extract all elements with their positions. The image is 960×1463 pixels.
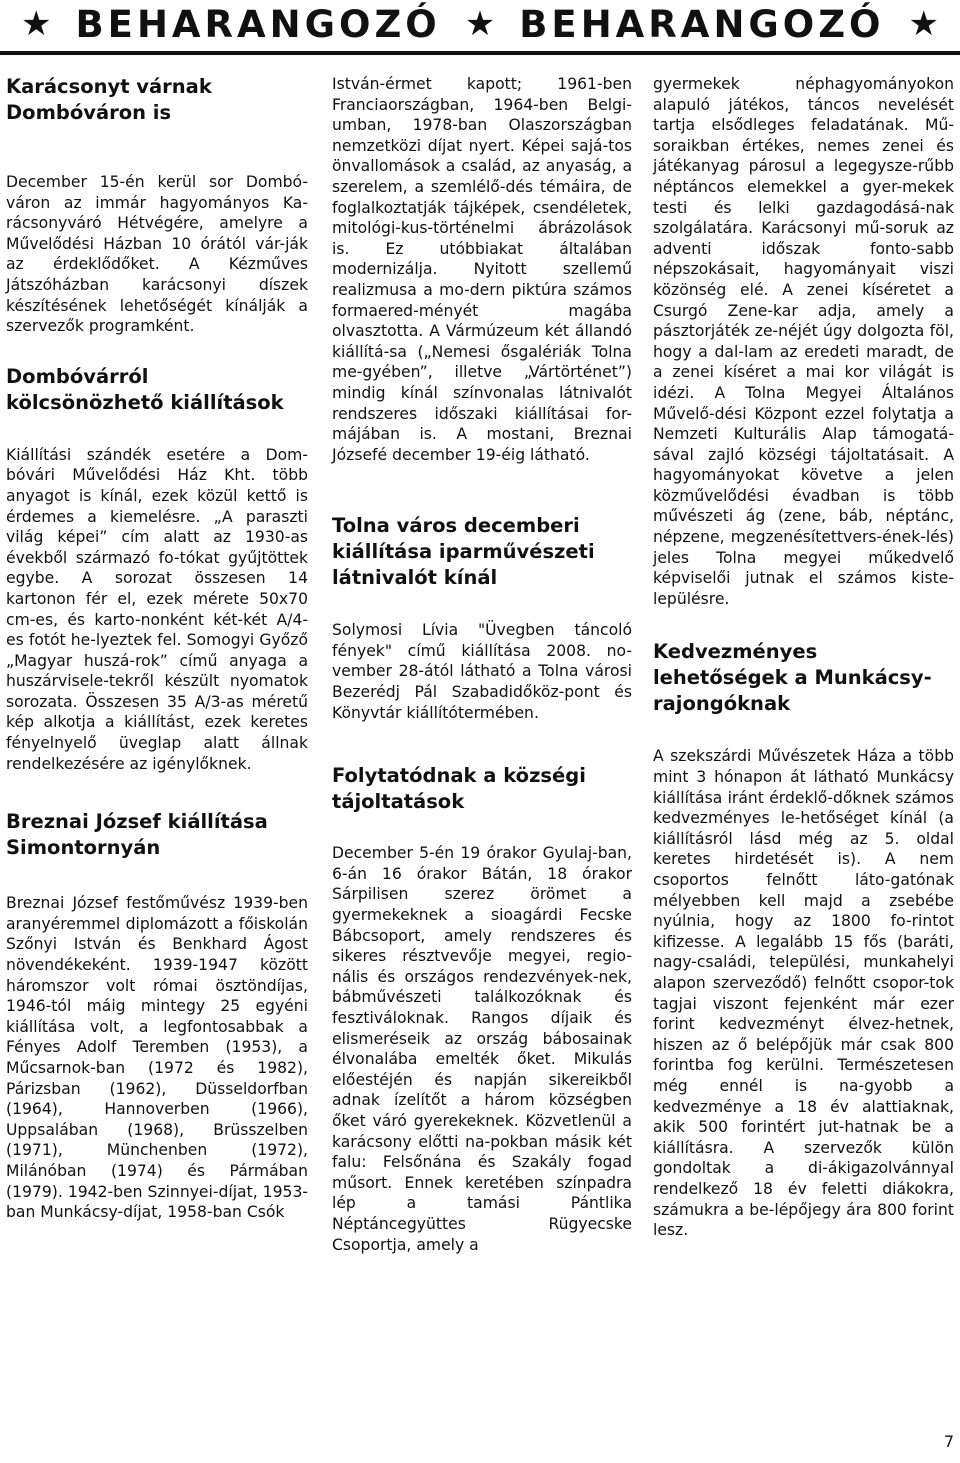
star-icon: ★ [908, 4, 939, 44]
article-title-karacsony: Karácsonyt várnak Dombóváron is [6, 75, 212, 124]
masthead [0, 0, 960, 48]
article-body-kiallitasok: Kiállítási szándék esetére a Dom-bóvári Művelődési Ház Kht. több anyagot is kínál, ezek közül kettő is érdemes a kiemelésre. „A paraszti világ képei” cím alatt az 1930-as évekből származó fo-tókat gyűjtöttek egybe. A sorozat összesen 14 kartonon fér el, ezek mérete 50x70 cm-es, és karto-nonként két-két A/4-es fotót he-lyeztek fel. Somogyi Győző „Magyar huszá-rok” című anyaga a huszárvisele-tekről készült nyomatok sorozata. Összesen 35 A/3-as méretű kép alkotja a kiállítást, ezek keretes fényelnyelő üveglap alatt állnak rendelkezésére az igénylőknek. [6, 445, 308, 773]
page-number: 7 [943, 1432, 954, 1451]
masthead-title-right: BEHARANGOZÓ [519, 2, 885, 46]
article-body-karacsony: December 15-én kerül sor Dombó-váron az immár hagyományos Ka-rácsonyváró Hétvégére, amelyre a Művelődési Házban 10 órától vár-ják az érdeklődőket. A Kézműves Játszóházban karácsonyi díszek készítésének lehetőségét kínálják a szervezők programként. [6, 173, 308, 336]
article-body-breznai-continued: István-érmet kapott; 1961-ben Franciaországban, 1964-ben Belgi-umban, 1978-ban Olaszországban nemzetközi díjat nyert. Képei sajá-tos önvallomások a család, az anyaság, a szerelem, a szemlélő-dés témáira, de foglalkoztatják tájképek, csendéletek, mitológi-kus-történelmi ábrázolások is. Ez utóbbiakat általában modernizálja. Nyitott szellemű realizmusa a mo-dern piktúra számos formaered-ményét magába olvasztotta. A Vármúzeum két állandó kiállítá-sa („Nemesi ősgalériák Tolna me-gyében”, illetve „Vártörténet”) mindig kínál színvonalas látnivalót rendszeres időszaki kiállításai for-májában is. A mostani, Breznai Józsefé december 19-éig látható. [332, 75, 632, 464]
article-title-breznai: Breznai József kiállítása Simontornyán [6, 810, 268, 860]
column-2 [332, 74, 632, 1255]
article-title-kiallitasok: Dombóvárról kölcsönözhető kiállítások [6, 364, 284, 414]
column-1 [6, 74, 308, 1223]
article-title-tajoltatasok: Folytatódnak a községi tájoltatások [332, 764, 586, 814]
article-body-munkacsy: A szekszárdi Művészetek Háza a több mint 3 hónapon át látható Munkácsy kiállítása iránt érdeklő-dőknek számos kedvezményes le-hetőséget kínál (a kiállításról lásd még az 5. oldal keretes hirdetését is). A nem csoportos felnőtt láto-gatónak mélyebben kell majd a zsebébe nyúlnia, hogy az 1800 fo-rintot kifizesse. A legalább 15 fős (baráti, nagy-családi, települési, munkahelyi alapon szerveződő) felnőtt csopor-tok tagjai viszont fejenként már ezer forint kedvezményt élvez-hetnek, hiszen az ő belépőjük már csak 800 forintba fog kerülni. Természetesen még ennél is na-gyobb a kedvezménye a 18 év alattiaknak, akik 500 forintért jut-hatnak be a kiállításra. A szervezők külön gondoltak a di-ákigazolvánnyal rendelkező 18 év feletti diákokra, számukra a be-lépőjegy ára 800 forint lesz. [653, 747, 954, 1240]
article-body-tolna: Solymosi Lívia "Üvegben táncoló fények" című kiállítása 2008. no-vember 28-ától látható a Tolna városi Bezerédj Pál Szabadidőköz-pont és Könyvtár kiállítótermében. [332, 621, 632, 722]
masthead-rule [0, 51, 960, 55]
article-title-munkacsy: Kedvezményes lehetőségek a Munkácsy-rajongóknak [653, 640, 932, 716]
star-icon: ★ [20, 4, 52, 44]
article-title-tolna: Tolna város decemberi kiállítása iparművészeti látnivalót kínál [332, 514, 595, 590]
article-body-tajoltatasok-continued: gyermekek néphagyományokon alapuló játékos, táncos nevelését tartja elsődleges feladatának. Mű-soraikban értékes, nemes zenei és játékanyag párosul a legegysze-rűbb néptáncos elemekkel a gyer-mekek testi és lelki gazdagodásá-nak szolgálatára. Karácsonyi mű-soruk az adventi időszak fonto-sabb népszokásait, hagyományait viszi közönség elé. A zenei kíséretet a Csurgó Zene-kar adja, amely a pásztorjáték ze-néjét úgy dolgozta föl, hogy a dal-lam az eredeti maradt, de a zenei kíséret a mai kor világát is idézi. A Tolna Megyei Általános Művelő-dési Központ ezzel folytatja a Nemzeti Kulturális Alap támogatá-sával zajló községi tájoltatásait. A hagyományokat követve a jelen közművelődési évadban is több művészeti ág (zene, báb, néptánc, népzene, megzenésítettvers-ének-lés) jeles Tolna megyei műkedvelő képviselői jutnak el számos kiste-lepülésre. [653, 75, 954, 608]
article-body-breznai: Breznai József festőművész 1939-ben aranyéremmel diplomázott a főiskolán Szőnyi István és Benkhard Ágost növendékeként. 1939-1947 között háromszor volt római ösztöndíjas, 1946-tól máig mintegy 25 egyéni kiállítása volt, a legfontosabbak a Fényes Adolf Teremben (1953), a Műcsarnok-ban (1972 és 1982), Párizsban (1962), Düsseldorfban (1964), Hannoverben (1966), Uppsalában (1968), Brüsszelben (1971), Münchenben (1972), Milánóban (1974) és Pármában (1979). 1942-ben Szinnyei-díjat, 1953-ban Munkácsy-díjat, 1958-ban Csók [6, 894, 308, 1222]
star-icon: ★ [464, 4, 496, 44]
column-3 [653, 74, 954, 1241]
article-body-tajoltatasok: December 5-én 19 órakor Gyulaj-ban, 6-án 16 órakor Bátán, 18 órakor Sárpilisen szerez örömet a gyermekeknek a sioagárdi Fecske Bábcsoport, amely rendszeres és sikeres résztvevője megyei, regio-nális és országos rendezvények-nek, bábművészeti találkozóknak és fesztiváloknak. Rangos díjaik és elismeréseik az ország bábosainak élvonalába emelték őket. Mikulás előestéjén és napján sikereikből adnak ízelítőt a három községben őket váró gyerekeknek. Közvetlenül a karácsony előtti na-pokban másik két falu: Felsőnána és Szakály fogad műsort. Ennek keretében színpadra lép a tamási Pántlika Néptáncegyüttes Rügyecske Csoportja, amely a [332, 844, 632, 1254]
masthead-title-left: BEHARANGOZÓ [75, 2, 441, 46]
